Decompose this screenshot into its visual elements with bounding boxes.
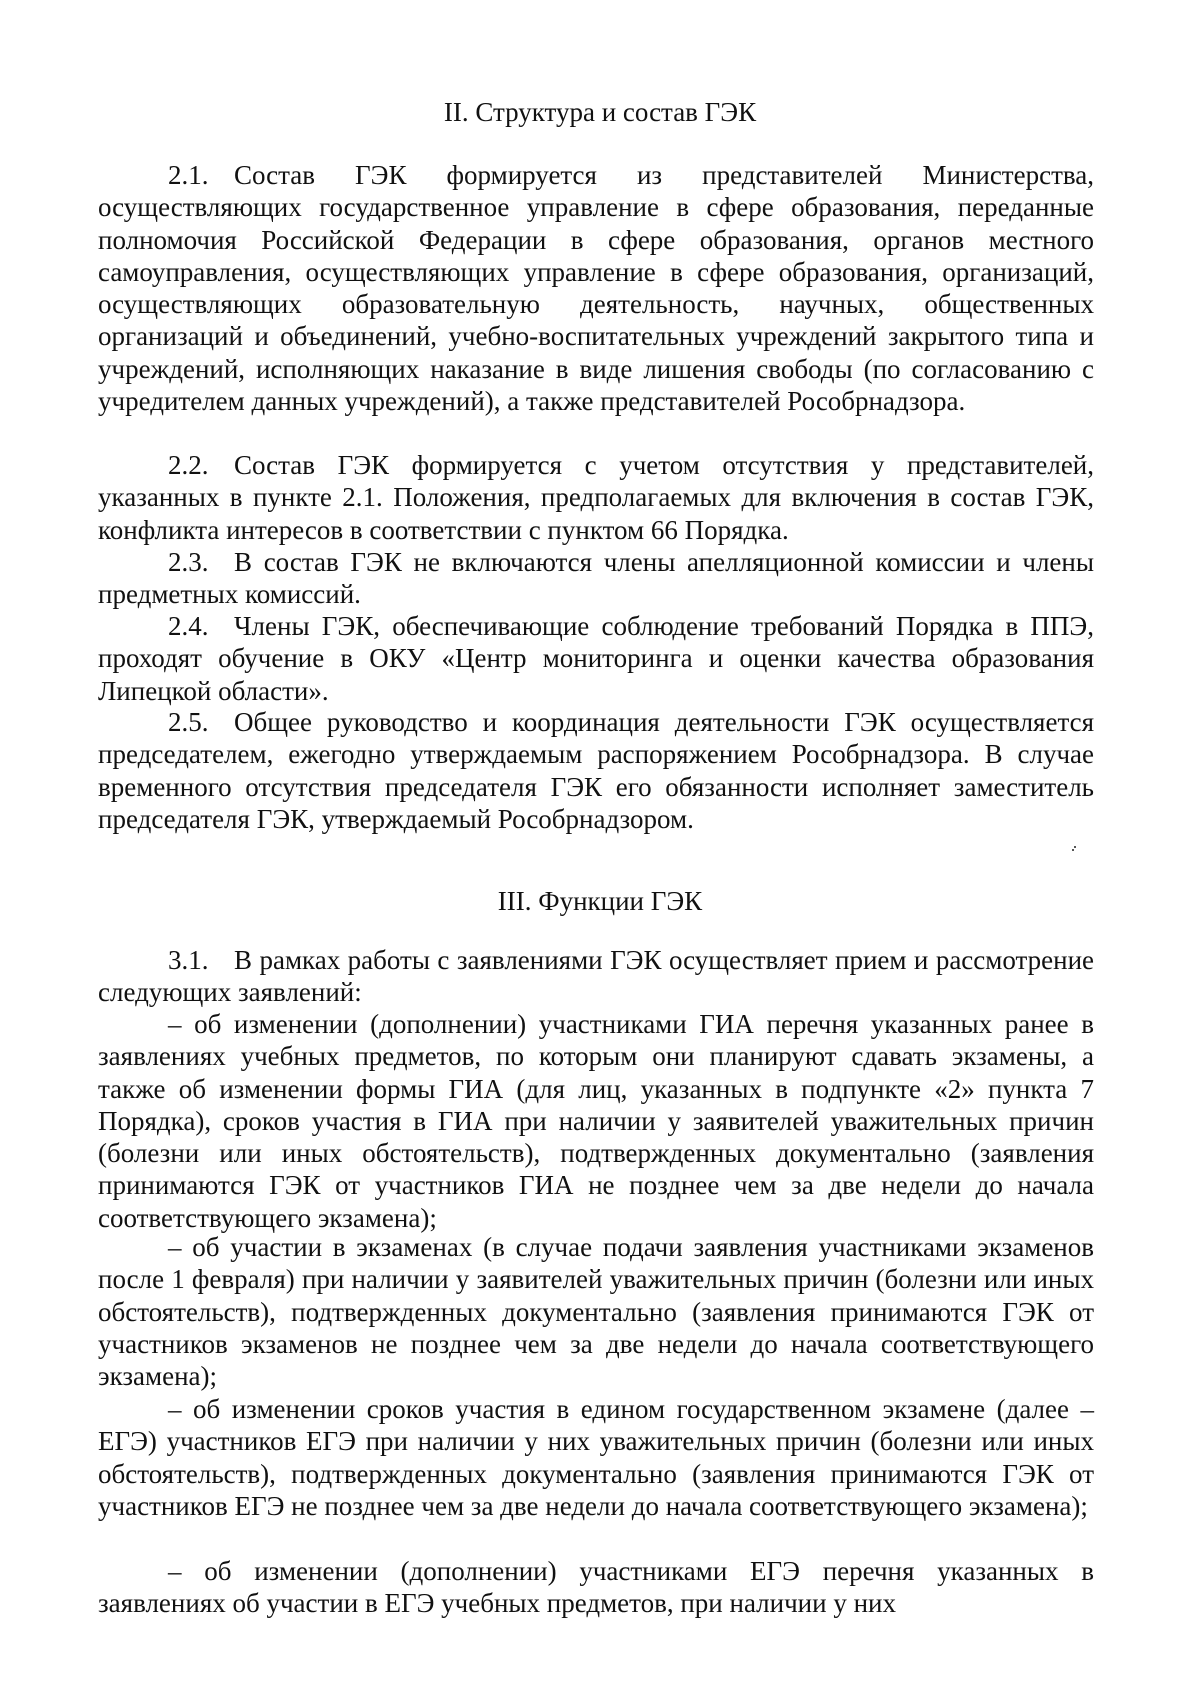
paragraph-number: 2.3.: [168, 547, 209, 577]
paragraph-3-1: [98, 944, 1094, 1009]
paragraph-number: 2.1.: [168, 160, 209, 190]
paragraph-number: 2.4.: [168, 611, 209, 641]
scan-speck: [1072, 846, 1076, 850]
section-3-heading: III. Функции ГЭК: [497, 886, 703, 916]
paragraph-text: В рамках работы с заявлениями ГЭК осуществляет прием и рассмотрение следующих заявлений:: [98, 945, 1094, 1008]
paragraph-text: Состав ГЭК формируется из представителей Министерства, осуществляющих государственное управление в сфере образования, переданные полномочия Российской Федерации в сфере образования, органов местного самоуправления, осуществляющих управление в сфере образования, организаций, осуществляющих образовательную деятельность, научных, общественных организаций и объединений, учебно-воспитательных учреждений закрытого типа и учреждений, исполняющих наказание в виде лишения свободы (по согласованию с учредителем данных учреждений), а также представителей Рособрнадзора.: [98, 160, 1094, 417]
paragraph-text: Состав ГЭК формируется с учетом отсутствия у представителей, указанных в пункте 2.1. Положения, предполагаемых для включения в состав ГЭК, конфликта интересов в соответствии с пунктом 66 Порядка.: [98, 450, 1094, 545]
paragraph-text: В состав ГЭК не включаются члены апелляционной комиссии и члены предметных комиссий.: [98, 547, 1094, 610]
list-item: – об изменении (дополнении) участниками ЕГЭ перечня указанных в заявлениях об участии в ЕГЭ учебных предметов, при наличии у них: [98, 1556, 1094, 1619]
paragraph-number: 2.5.: [168, 707, 209, 737]
paragraph-number: 2.2.: [168, 450, 209, 480]
paragraph-2-1: [98, 159, 1094, 417]
paragraph-2-4: [98, 610, 1094, 707]
paragraph-text: Члены ГЭК, обеспечивающие соблюдение требований Порядка в ППЭ, проходят обучение в ОКУ «Центр мониторинга и оценки качества образования Липецкой области».: [98, 611, 1094, 706]
list-item: – об участии в экзаменах (в случае подачи заявления участниками экзаменов после 1 февраля) при наличии у заявителей уважительных причин (болезни или иных обстоятельств), подтвержденных документально (заявления принимаются ГЭК от участников экзаменов не позднее чем за две недели до начала соответствующего экзамена);: [98, 1232, 1094, 1392]
paragraph-text: Общее руководство и координация деятельности ГЭК осуществляется председателем, ежегодно утверждаемым распоряжением Рособрнадзора. В случае временного отсутствия председателя ГЭК его обязанности исполняет заместитель председателя ГЭК, утверждаемый Рособрнадзором.: [98, 707, 1094, 834]
section-2-heading: II. Структура и состав ГЭК: [443, 97, 757, 127]
list-item: – об изменении сроков участия в едином государственном экзамене (далее – ЕГЭ) участников ЕГЭ при наличии у них уважительных причин (болезни или иных обстоятельств), подтвержденных документально (заявления принимаются ГЭК от участников ЕГЭ не позднее чем за две недели до начала соответствующего экзамена);: [98, 1394, 1094, 1521]
list-item: – об изменении (дополнении) участниками ГИА перечня указанных ранее в заявлениях учебных предметов, по которым они планируют сдавать экзамены, а также об изменении формы ГИА (для лиц, указанных в подпункте «2» пункта 7 Порядка), сроков участия в ГИА при наличии у заявителей уважительных причин (болезни или иных обстоятельств), подтвержденных документально (заявления принимаются ГЭК от участников ГИА не позднее чем за две недели до начала соответствующего экзамена);: [98, 1009, 1094, 1233]
paragraph-2-3: [98, 546, 1094, 611]
paragraph-2-5: [98, 706, 1094, 835]
paragraph-2-2: [98, 449, 1094, 546]
paragraph-number: 3.1.: [168, 945, 209, 975]
